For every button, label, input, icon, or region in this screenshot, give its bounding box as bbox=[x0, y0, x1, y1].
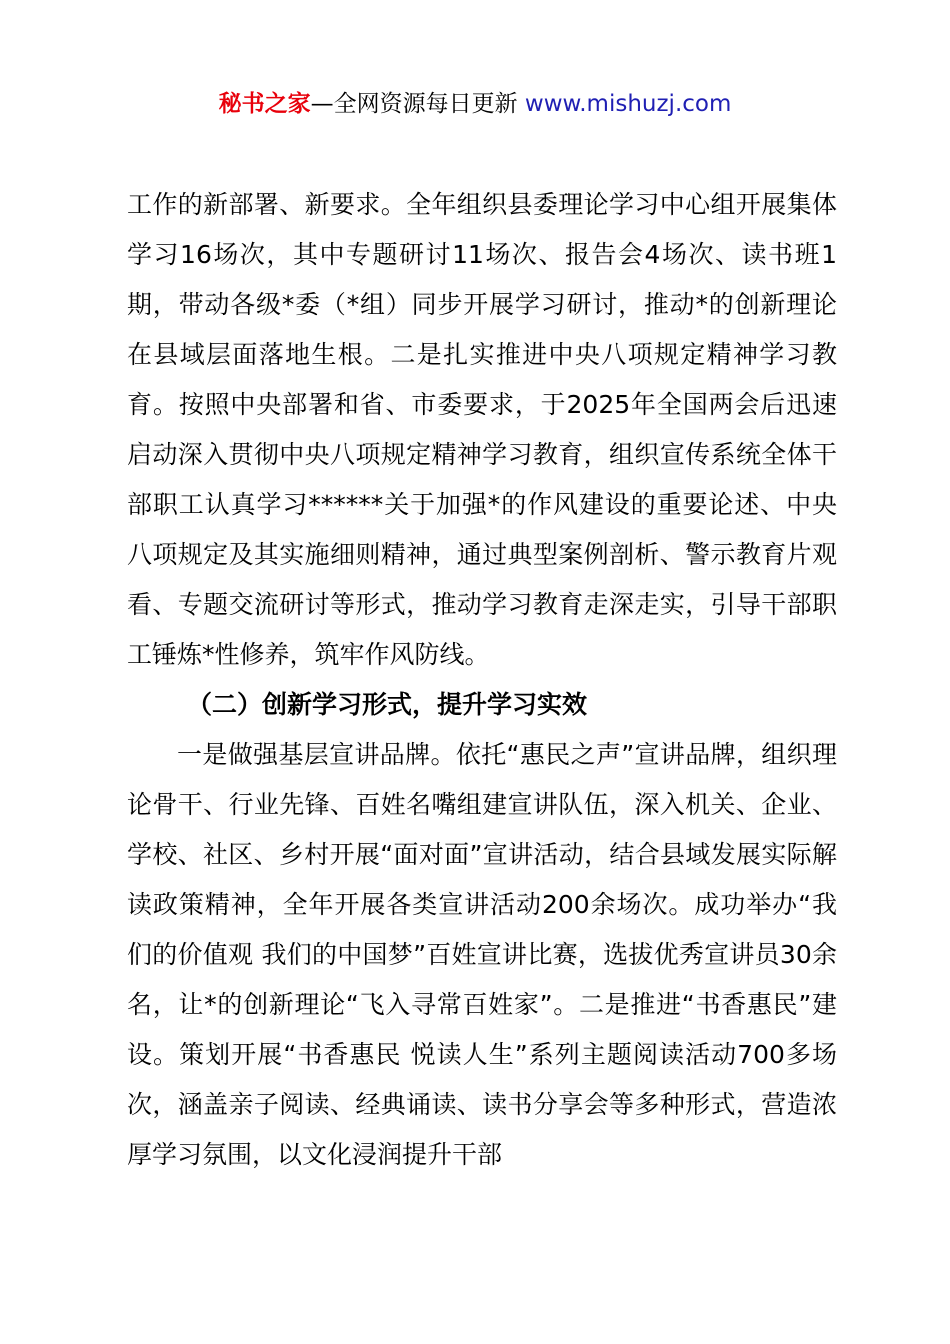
body-paragraph: 一是做强基层宣讲品牌。依托“惠民之声”宣讲品牌，组织理论骨干、行业先锋、百姓名嘴组建宣讲队伍，深入机关、企业、学校、社区、乡村开展“面对面”宣讲活动，结合县域发展实际解读政策精神，全年开展各类宣讲活动200余场次。成功举办“我们的价值观 我们的中国梦”百姓宣讲比赛，选拔优秀宣讲员30余名，让*的创新理论“飞入寻常百姓家”。二是推进“书香惠民”建设。策划开展“书香惠民 悦读人生”系列主题阅读活动700多场次，涵盖亲子阅读、经典诵读、读书分享会等多种形式，营造浓厚学习氛围，以文化浸润提升干部 bbox=[127, 740, 837, 1169]
body-paragraph: 工作的新部署、新要求。全年组织县委理论学习中心组开展集体学习16场次，其中专题研讨11场次、报告会4场次、读书班1期，带动各级*委（*组）同步开展学习研讨，推动*的创新理论在县域层面落地生根。二是扎实推进中央八项规定精神学习教育。按照中央部署和省、市委要求，于2025年全国两会后迅速启动深入贯彻中央八项规定精神学习教育，组织宣传系统全体干部职工认真学习******关于加强*的作风建设的重要论述、中央八项规定及其实施细则精神，通过典型案例剖析、警示教育片观看、专题交流研讨等形式，推动学习教育走深走实，引导干部职工锤炼*性修养，筑牢作风防线。 bbox=[127, 190, 837, 669]
brand-name: 秘书之家 bbox=[218, 91, 311, 117]
section-heading: （二）创新学习形式，提升学习实效 bbox=[187, 690, 588, 719]
header-tagline: —全网资源每日更新 bbox=[310, 91, 525, 117]
page-header bbox=[0, 86, 950, 122]
website-link[interactable]: www.mishuzj.com bbox=[524, 91, 732, 117]
document-body bbox=[127, 180, 837, 1180]
